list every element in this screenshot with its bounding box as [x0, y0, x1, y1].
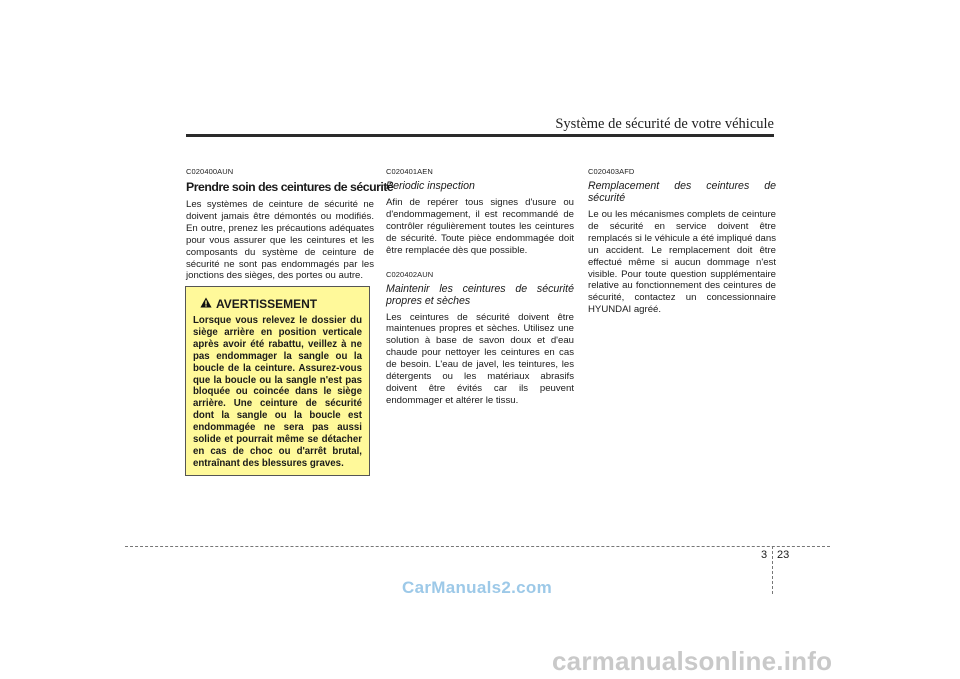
header-rule [186, 134, 774, 137]
section-text: Le ou les mécanismes complets de ceinture de sécurité en service doivent être remplacés si le véhicule a été impliqué dans un accident. Le remplacement doit être effectué même si aucun dommage n'est visible. Pour toute question supplémentaire relative au fonctionnement des ceintures de sécurité, contactez un concessionnaire HYUNDAI agréé. [588, 209, 776, 316]
section-heading: Remplacement des ceintures de sécurité [588, 180, 776, 204]
page-header-title: Système de sécurité de votre véhicule [555, 116, 774, 132]
section-code: C020402AUN [386, 269, 434, 279]
warning-triangle-icon [200, 295, 212, 313]
page-number-separator [772, 546, 773, 594]
warning-box [185, 286, 370, 476]
section-text: Les ceintures de sécurité doivent être maintenues propres et sèches. Utilisez une solution à base de savon doux et d'eau chaude pour nettoyer les ceintures en cas de besoin. L'eau de javel, les teintures, les détergents ou les matériaux abrasifs doivent être évités car ils peuvent endommager et altérer le tissu. [386, 311, 574, 406]
section-text: Les systèmes de ceinture de sécurité ne doivent jamais être démontés ou modifiés. En outre, prenez les précautions adéquates pour vous assurer que les ceintures et les composants du système de ceinture de sécurité ne sont pas endommagés par les jonctions des sièges, des portes ou autre. [186, 199, 374, 282]
section-text: Afin de repérer tous signes d'usure ou d'endommagement, il est recommandé de contrôler régulièrement toutes les ceintures de sécurité. Toute pièce endommagée doit être remplacée dès que possible. [386, 197, 574, 256]
column-2 [386, 167, 574, 420]
section-heading: Maintenir les ceintures de sécurité propres et sèches [386, 282, 574, 307]
watermark-top: CarManuals2.com [402, 578, 552, 597]
section-heading: Prendre soin des ceintures de sécurité [186, 180, 394, 194]
footer-rule [125, 546, 830, 547]
warning-header [200, 295, 362, 313]
chapter-number: 3 [761, 549, 768, 561]
warning-title: AVERTISSEMENT [216, 297, 318, 311]
page-number: 23 [777, 549, 790, 561]
section-keep-clean [386, 270, 574, 407]
section-code: C020400AUN [186, 167, 234, 176]
section-heading: Periodic inspection [386, 180, 475, 192]
warning-text: Lorsque vous relevez le dossier du siège arrière en position verticale après avoir été rabattu, veillez à ne pas endommager la sangle ou la boucle de la ceinture. Assurez-vous que la boucle ou la sangle n'est pas bloquée ou coincée dans le siège arrière. Une ceinture de sécurité dont la sangle ou la boucle est endommagée ne sera pas aussi solide et pourrait même se détacher en cas de choc ou d'arrêt brutal, entraînant des blessures graves. [193, 315, 362, 469]
column-3 [588, 167, 776, 329]
section-code: C020403AFD [588, 167, 635, 176]
section-code: C020401AEN [386, 167, 433, 176]
section-periodic-inspection [386, 167, 574, 257]
section-care [186, 167, 394, 282]
column-1 [186, 167, 394, 295]
watermark-bottom: carmanualsonline.info [552, 646, 833, 676]
section-replacement [588, 167, 776, 316]
